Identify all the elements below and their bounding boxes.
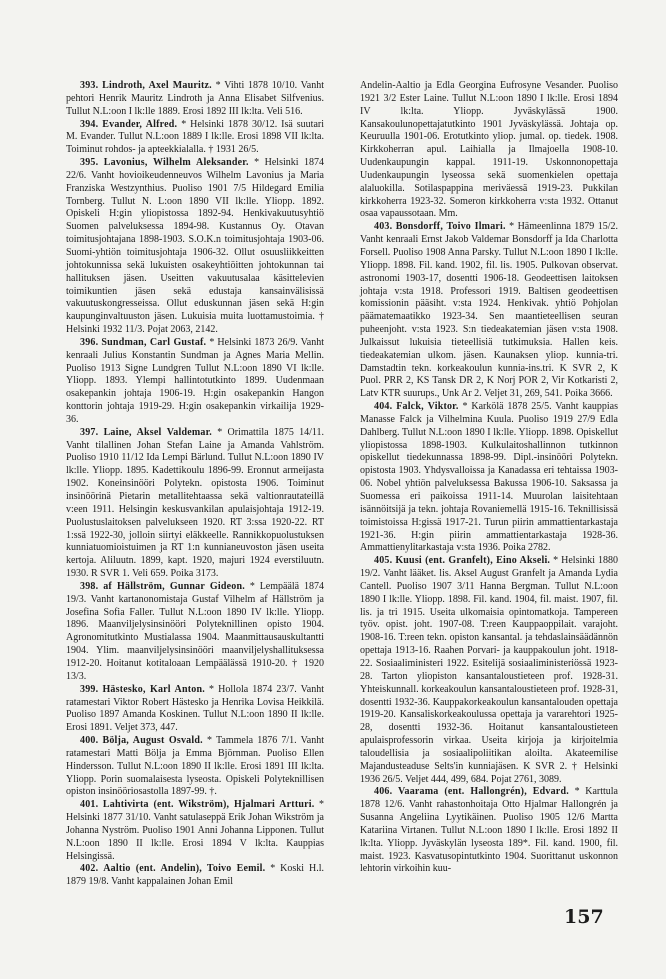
person-name: Falck, Viktor. <box>396 401 459 413</box>
biography-entry <box>66 581 324 684</box>
entry-text: * Hämeenlinna 1879 15/2. Vanht kenraali Ernst Jakob Valdemar Bonsdorff ja Ida Charlotta Forsell. Puoliso 1908 Anna Parsky. Tullut N.L:oon 1890 I lk:lle. Yliopp. 1898. Fil. kand. 1902, fil. lis. 1905. Pulkovan observat. astronomi 1903-17, dosentti 1906-18. Geodeettisen laitoksen johtaja v:sta 1918. Professori 1919. Baltisen geodeettisen komissionin pääsiht. v:sta 1924. Henkivak. yhtiö Pohjolan päämatemaatikko 1923-34. Sen maantieteellisen seuran puheenjoht. v:sta 1923. S:n tiedeakatemian jäsen v:sta 1908. Julkaissut lukuisia tieteellisiä tutkimuksia. Hallen keis. tiedeakatemian ulkom. jäsen. Kaunaksen yliop. kunnia-tri. Damstadtin tekn. korkeakoulun kunnia-ins.tri. K SVR 2, K Puol. PRR 2, KS Tansk DR 2, K Norj POR 2, Vir Kotkaristi 2, Latv KTR suurups., Unk Ar 2. Veljet 31, 269, 541. Poika 3666. <box>360 221 619 400</box>
entry-text: Andelin-Aaltio ja Edla Georgina Eufrosyne Vesander. Puoliso 1921 3/2 Ester Laine. Tullut N.L:oon 1890 I lk:lle. Erosi 1894 IV lk:lta. Yliopp. Jyväskylässä 1900. Kansakoulunopettajatutkinto 1901 Jyväskylässä. Johtaja op. Keuruulla 1901-06. Erotutkinto yliop. jumal. op. tiedek. 1908. Kirkkoherran apul. Laihialla ja Ilmajoella 1908-10. Uudenkaupungin kappal. 1911-19. Uskonnonopettaja Uudenkaupungin lyseossa sekä suomenkielen opettaja alaluokilla. Sotilaspappina meriväessä 1919-23. Pukkilan kirkkoherra 1923-32. Someron kirkkoherra v:sta 1932. Ottanut osaa vapaussotaan. Mm. <box>360 80 618 220</box>
person-name: Sundman, Carl Gustaf. <box>101 336 207 348</box>
biography-entry <box>66 80 324 119</box>
right-column <box>360 80 618 876</box>
biography-entry <box>360 555 618 786</box>
entry-text: * Karkölä 1878 25/5. Vanht kauppias Manasse Falck ja Vilhelmina Kuula. Puoliso 1919 27/9 Edla Dahlberg. Tullut N.L:oon 1890 I lk:lle. Yliopp. 1898. Opiskellut yliopistossa 1898-1903. Kulkulaitoshallinnon tutkinnon opiskellut tiedekunnassa 1898-99. Dipl.-insinööri Polytekn. opistosta 1903. Yhdysvalloissa ja Kanadassa eri tehtaissa 1903-06. Nobel yhtiön palveluksessa Bakussa 1906-10. Saksassa ja Suomessa eri paikoissa 1911-14. Muurolan laisitehtaan isännöitsijä ja tekn. johtaja Rovaniemellä 1915-16. Teknillisissä toimistoissa H:gissä 1917-21. Turun piirin ammattientarkastaja 1921-36. H:gin piirin ammattientarkastaja 1928-36. Ammattienylitarkastaja v:sta 1936. Poika 2782. <box>360 401 618 554</box>
entry-text: * Lempäälä 1874 19/3. Vanht kartanonomistaja Gustaf Vilhelm af Hällström ja Josefina Sofia Faller. Tullut N.L:oon 1890 IV lk:lle. Yliopp. 1896. Maanviljelysinsinööri Polyteknillinen opisto 1904. Agronomitutkinto Mustialassa 1904. Maanmittausauskultantti 1904. Ylim. maanviljelysinsinööri maanviljelyshallituksessa 1912-20. Hoitanut kotitaloaan Lempäälässä 1910-20. † 1920 13/3. <box>66 580 324 682</box>
person-name: Vaarama (ent. Hallongrén), Edvard. <box>397 786 569 798</box>
biography-entry <box>66 863 324 889</box>
entry-text: * Koski H.l. 1879 19/8. Vanht kappalainen Johan Emil <box>66 863 324 888</box>
entry-text: * Helsinki 1873 26/9. Vanht kenraali Julius Konstantin Sundman ja Agnes Maria Mellin. Puoliso 1913 Signe Lundgren Tullut N.L:oon 1890 VI lk:lle. Yliopp. 1893. Ylempi hallintotutkinto 1899. Uudenmaan osakepankin johtaja 1906-19. H:gin osakepankin Hangon konttorin johtaja 1919-29. H:gin osakepankin virkailija 1929-36. <box>66 336 324 425</box>
person-name: af Hällström, Gunnar Gideon. <box>103 580 245 592</box>
entry-text: * Orimattila 1875 14/11. Vanht tilallinen Johan Stefan Laine ja Amanda Vahlström. Puoliso 1910 11/12 Ida Lempi Bärlund. Tullut N.L:oon 1890 IV lk:lle. Yliopp. 1895. Kadettikoulu 1896-99. Eronnut armeijasta 1902. Koneinsinööri Polytekn. opistosta 1906. Toiminut insinöörinä Pietarin metallitehtaassa sekä valtionrautateillä v:een 1911. Helsingin keskusvankilan apulaisjohtaja 1912-19. Puolustuslaitoksen palvelukseen 1920. RT 3:ssa 1920-22. RT 1:ssä 1922-30, jolloin siirtyi eläkkeelle. Rannikkopuolustuksen kunniatuomioistuimen ja RT 1:n kunnianeuvoston jäsen useita kertoja. Aliluutn. 1899, kapt. 1920, majuri 1924 everstiluutn. 1930. R SVR 1. Veli 659. Poika 3173. <box>66 426 324 580</box>
entry-text: * Helsinki 1880 19/2. Vanht lääket. lis. Aksel August Granfelt ja Amanda Lydia Cantell. Puoliso 1907 3/11 Hanna Bergman. Tullut N.L:oon 1890 I lk:lle. Yliopp. 1898. Fil. kand. 1904, fil. maist. 1907, fil. lis. ja tri 1915. Useita ulkomaisia opintomatkoja. Tampereen työv. opist. joht. 1907-08. T:reen Kauppaoppilait. varajoht. 1908-16. T:reen tekn. opiston kansantal. ja tehdaslainsäädännön opettaja 1913-16. Raahen Porvari- ja kauppakoulun joht. 1918-22. Sosiaaliministeri 1922. Esitelijä sosiaaliministeriössä 1923-28. Tarton yliopiston kansantaloustieteen prof. 1928-31. Yhteiskunnall. korkeakoulun kansantaloustieteen prof. 1928-31, dosentti 1932-36. Kauppakorkeakoulun kansantalouden opettaja 1919-20. Kansaliskorkeakoulussa opettaja ja vararehtori 1925-28, dosentti 1932-36. Hoitanut kansantaloustieteen apulaisprofessorin virkaa. Useita kirjoja ja kirjoitelmia taloudellisia ja sosiaalipoliitikan aloilta. Akateemilise Majandusteaduse Selts'in kunniajäsen. K SVR 2. † Helsinki 1936 26/5. Veljet 444, 499, 684. Pojat 2761, 3089. <box>360 555 619 785</box>
entry-number: 399. <box>80 683 99 695</box>
biography-entry <box>66 427 324 581</box>
entry-number: 393. <box>80 80 99 91</box>
entry-number: 397. <box>80 426 99 438</box>
person-name: Lavonius, Wilhelm Aleksander. <box>103 157 249 169</box>
person-name: Bölja, August Osvald. <box>102 735 203 747</box>
person-name: Lahtivirta (ent. Wikström), Hjalmari Artturi. <box>102 799 315 811</box>
page-number: 157 <box>564 906 604 928</box>
entry-number: 404. <box>374 401 393 413</box>
entry-number: 403. <box>374 221 393 233</box>
biography-entry <box>66 157 324 337</box>
biography-entry <box>66 119 324 158</box>
entry-text: * Vihti 1878 10/10. Vanht pehtori Henrik Mauritz Lindroth ja Anna Elisabet Silfvenius. Tullut N.L:oon I lk:lle 1889. Erosi 1892 III lk:lta. Veli 516. <box>66 80 325 117</box>
entry-number: 396. <box>80 336 99 348</box>
entry-text: * Tammela 1876 7/1. Vanht ratamestari Matti Bölja ja Emma Björnman. Puoliso Ellen Hindersson. Tullut N.L:oon 1890 II lk:lle. Erosi 1891 III lk:lta. Yliopp. Porin suomalaisesta lyseosta. Opiskeli Polyteknillisen opiston insinööriosastolla 1897-99. †. <box>66 735 324 798</box>
entry-text: * Helsinki 1877 31/10. Vanht satulaseppä Erik Johan Wikström ja Johanna Nyström. Puoliso 1901 Anni Johanna Lipponen. Tullut N.L:oon 1890 II lk:lle. Erosi 1894 V lk:lta. Kauppias Helsingissä. <box>66 799 325 862</box>
entry-number: 402. <box>80 863 99 875</box>
entry-number: 395. <box>80 157 99 169</box>
person-name: Aaltio (ent. Andelin), Toivo Eemil. <box>103 863 266 875</box>
biography-entry <box>66 735 324 799</box>
entry-number: 400. <box>80 735 99 747</box>
biography-entry <box>360 221 618 401</box>
biography-entry <box>66 799 324 863</box>
biography-entry <box>360 786 618 876</box>
entry-text: * Hollola 1874 23/7. Vanht ratamestari Viktor Robert Hästesko ja Henrika Lovisa Heikkilä. Puoliso 1897 Amanda Koskinen. Tullut N.L:oon 1890 II lk:lle. Erosi 1891. Veljet 373, 447. <box>66 683 324 734</box>
entry-number: 401. <box>80 799 99 811</box>
biography-entry <box>360 401 618 555</box>
entry-number: 398. <box>80 580 99 592</box>
entry-text: * Karttula 1878 12/6. Vanht rahastonhoitaja Otto Hjalmar Hallongrén ja Susanna Angeliina Lyytikäinen. Puoliso 1905 12/6 Martta Katariina Virtanen. Tullut N.L:oon 1890 I lk:lle. Erosi 1892 II lk:lta. Yliopp. Jyväskylän lyseosta 189*. Fil. kand. 1900, fil. maist. 1923. Kasvatusopintutkinto 1904. Suorittanut uskonnon lehtorin virkoihin kuu- <box>360 786 618 875</box>
person-name: Hästesko, Karl Anton. <box>102 683 205 695</box>
entry-number: 406. <box>374 786 393 798</box>
entry-text: * Helsinki 1878 30/12. Isä suutari M. Evander. Tullut N.L:oon 1889 I lk:lle. Erosi 1898 VII lk:lta. Toiminut rohdos- ja apteekkialalla. † 1931 26/5. <box>66 118 325 156</box>
person-name: Bonsdorff, Toivo Ilmari. <box>395 221 506 233</box>
entry-number: 394. <box>80 118 99 130</box>
person-name: Kuusi (ent. Granfelt), Eino Akseli. <box>395 555 551 567</box>
person-name: Laine, Aksel Valdemar. <box>103 426 212 438</box>
entry-number: 405. <box>374 555 393 567</box>
biography-entry <box>360 80 618 221</box>
biography-entry <box>66 684 324 735</box>
entry-text: * Helsinki 1874 22/6. Vanht hovioikeudenneuvos Wilhelm Lavonius ja Maria Franziska Westzynthius. Puoliso 1901 7/5 Hildegard Emilia Tornberg. Tullut N. L:oon 1890 VII lk:lle. Yliopp. 1892. Opiskeli H:gin yliopistossa 1892-94. Henkivakuutusyhtiö Suomen palveluksessa 1894-98. Kustannus Oy. Otavan toimitusjohtajana 1898-1903. S.O.K.n toimitusjohtaja 1903-06. Suomi-yhtiön toimitusjohtaja 1906-32. Ollut osuusliikkeitten johtokunnissa sekä lukuisten osakeyhtiöitten johtokunnan tai hallituksen jäsen. Useitten vakuutusalaa käsittelevien toimikuntien jäsen sekä edustaja kansainvälisissä vakuutuskongresseissa. Ollut eduskunnan jäsen sekä H:gin kaupunginvaltuuston jäsen. Lukuisia muita luottamustoimia. † Helsinki 1932 11/3. Pojat 2063, 2142. <box>66 157 324 336</box>
left-column <box>66 80 324 889</box>
biography-entry <box>66 337 324 427</box>
person-name: Evander, Alfred. <box>102 118 178 130</box>
person-name: Lindroth, Axel Mauritz. <box>102 80 212 91</box>
